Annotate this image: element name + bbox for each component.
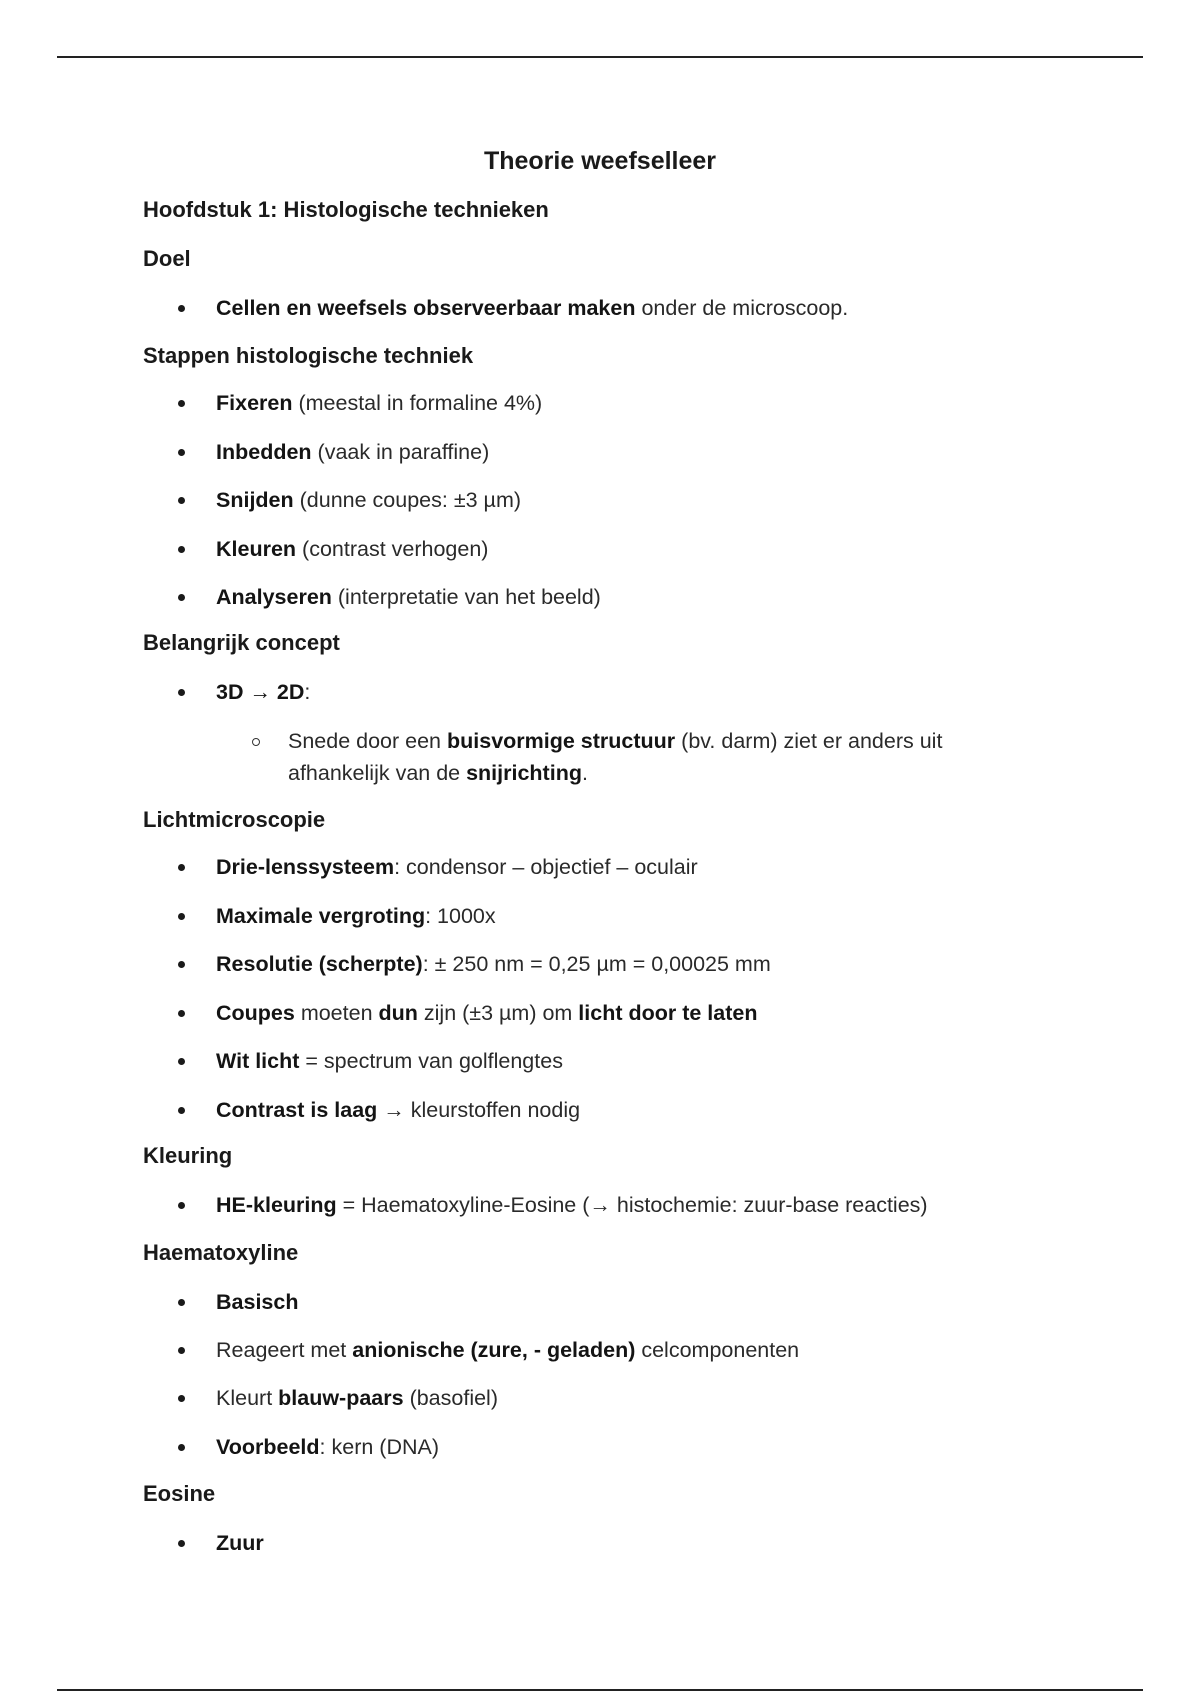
- bullet-icon: [178, 1299, 185, 1306]
- sub-list-item: Snede door een buisvormige structuur (bv. darm) ziet er anders uit afhankelijk van de snijrichting.: [288, 729, 943, 785]
- list-item: HE-kleuring = Haematoxyline-Eosine (→ histochemie: zuur-base reacties): [216, 1193, 928, 1217]
- bullet-icon: [178, 1444, 185, 1451]
- list-item: Maximale vergroting: 1000x: [216, 904, 496, 928]
- bullet-icon: [178, 1107, 185, 1114]
- list-item: Kleurt blauw-paars (basofiel): [216, 1386, 498, 1410]
- section-heading-kleuring: Kleuring: [143, 1143, 233, 1168]
- section-heading-eosine: Eosine: [143, 1481, 216, 1506]
- chapter-heading: Hoofdstuk 1: Histologische technieken: [143, 197, 549, 222]
- section-heading-stappen: Stappen histologische techniek: [143, 343, 474, 368]
- top-rule: [57, 56, 1143, 58]
- list-item: Cellen en weefsels observeerbaar maken onder de microscoop.: [216, 296, 849, 320]
- bullet-icon: [178, 305, 185, 312]
- bullet-icon: [178, 546, 185, 553]
- list-item: 3D → 2D:: [216, 680, 311, 704]
- bullet-icon: [178, 1010, 185, 1017]
- bottom-rule: [57, 1689, 1143, 1691]
- section-heading-haematoxyline: Haematoxyline: [143, 1240, 299, 1265]
- section-heading-doel: Doel: [143, 246, 191, 271]
- list-item: Fixeren (meestal in formaline 4%): [216, 391, 543, 415]
- section-heading-concept: Belangrijk concept: [143, 630, 340, 655]
- bullet-icon: [178, 497, 185, 504]
- list-item: Reageert met anionische (zure, - geladen) celcomponenten: [216, 1338, 800, 1362]
- bullet-icon: [178, 1202, 185, 1209]
- bullet-icon: [178, 1540, 185, 1547]
- bullet-icon: [178, 913, 185, 920]
- list-item: Wit licht = spectrum van golflengtes: [216, 1049, 563, 1073]
- list-item: Inbedden (vaak in paraffine): [216, 440, 490, 464]
- bullet-icon: [178, 594, 185, 601]
- list-item: Kleuren (contrast verhogen): [216, 537, 489, 561]
- bullet-icon: [178, 1347, 185, 1354]
- list-item: Contrast is laag → kleurstoffen nodig: [216, 1098, 581, 1122]
- bullet-icon: [178, 961, 185, 968]
- bullet-icon: [178, 1058, 185, 1065]
- sub-bullet-icon: [252, 738, 260, 746]
- bullet-icon: [178, 400, 185, 407]
- list-item: Zuur: [216, 1531, 264, 1555]
- list-item: Basisch: [216, 1290, 299, 1314]
- bullet-icon: [178, 1395, 185, 1402]
- section-heading-lichtmicroscopie: Lichtmicroscopie: [143, 807, 326, 832]
- list-item: Snijden (dunne coupes: ±3 µm): [216, 488, 522, 512]
- list-item: Drie-lenssysteem: condensor – objectief – oculair: [216, 855, 698, 879]
- list-item: Voorbeeld: kern (DNA): [216, 1435, 440, 1459]
- bullet-icon: [178, 449, 185, 456]
- list-item: Coupes moeten dun zijn (±3 µm) om licht door te laten: [216, 1001, 758, 1025]
- bullet-icon: [178, 864, 185, 871]
- list-item: Analyseren (interpretatie van het beeld): [216, 585, 601, 609]
- page-title: Theorie weefselleer: [483, 147, 717, 175]
- list-item: Resolutie (scherpte): ± 250 nm = 0,25 µm = 0,00025 mm: [216, 952, 771, 976]
- bullet-icon: [178, 689, 185, 696]
